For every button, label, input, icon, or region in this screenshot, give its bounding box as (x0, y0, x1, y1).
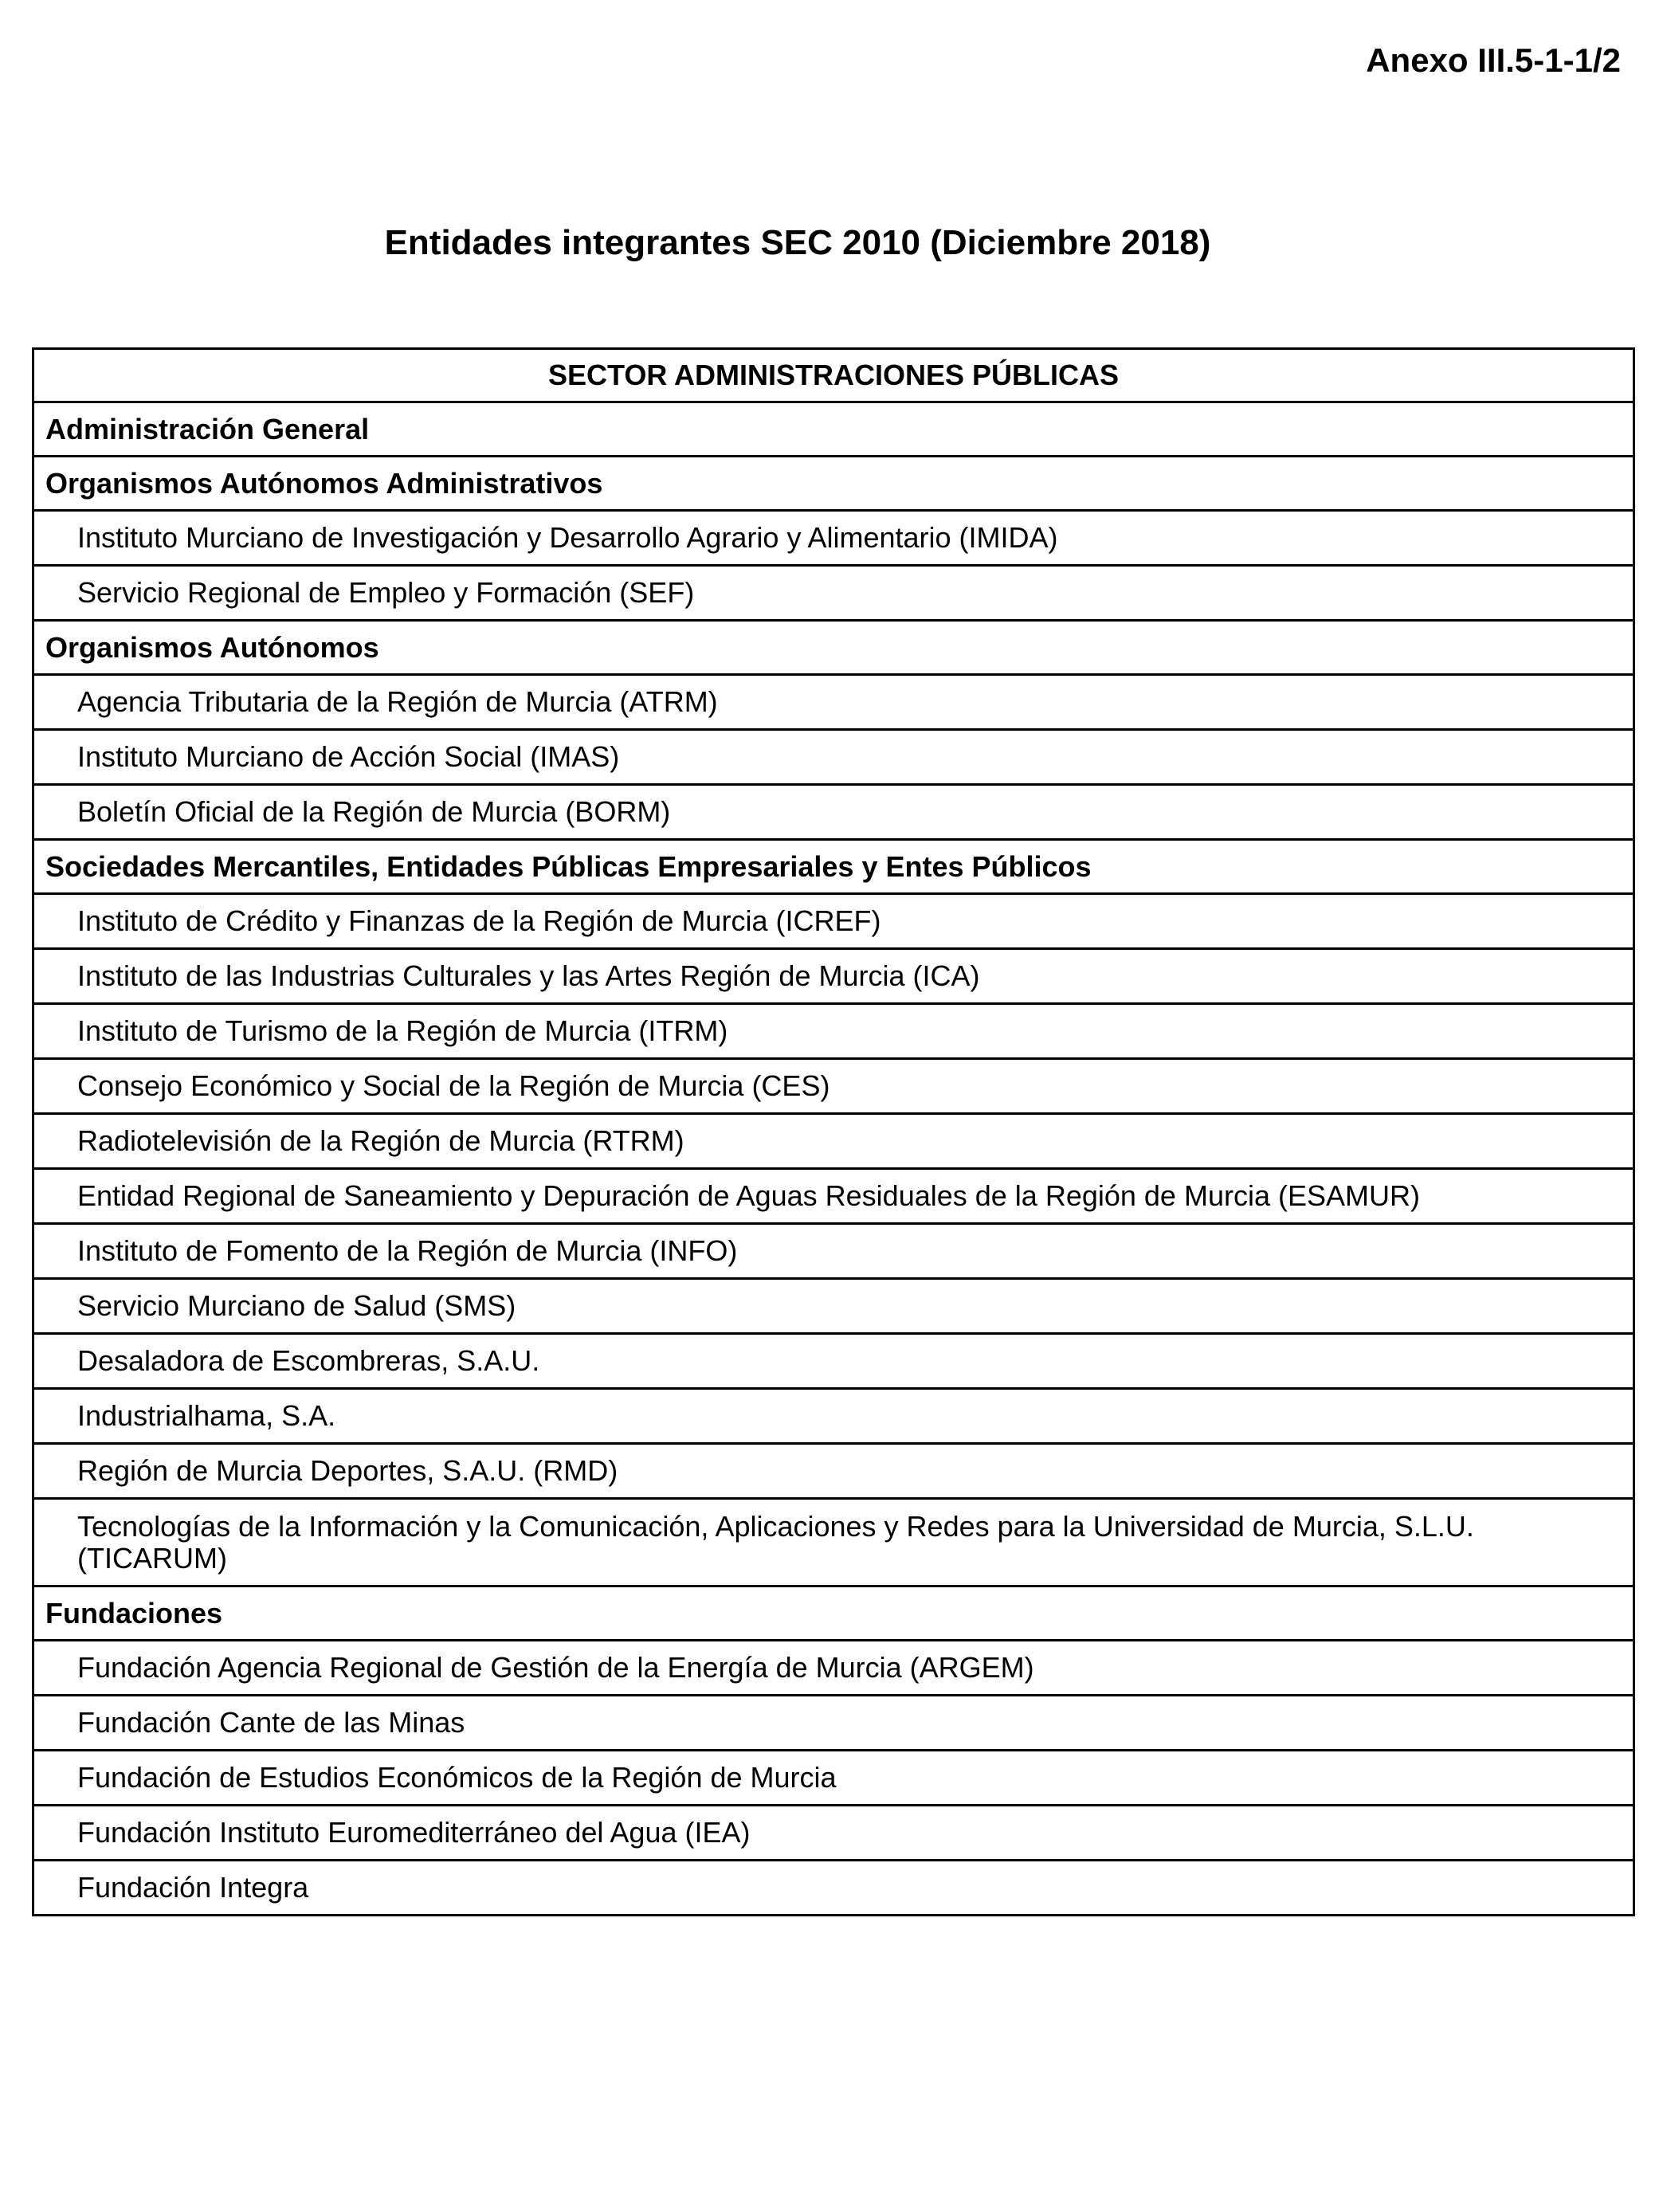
entity-row (33, 1169, 1634, 1224)
group-row-sociedades-mercantiles (33, 840, 1634, 894)
entity-row (33, 1806, 1634, 1861)
entity-name: Fundación Instituto Euromediterráneo del Agua (IEA) (33, 1806, 1634, 1861)
entity-row (33, 1059, 1634, 1114)
entity-name: Consejo Económico y Social de la Región de Murcia (CES) (33, 1059, 1634, 1114)
annex-reference: Anexo III.5-1-1/2 (1366, 41, 1621, 79)
entity-row (33, 1444, 1634, 1499)
entity-row (33, 1389, 1634, 1444)
entity-row (33, 1751, 1634, 1806)
entity-name: Fundación Integra (33, 1861, 1634, 1916)
entity-name: Instituto de las Industrias Culturales y las Artes Región de Murcia (ICA) (33, 949, 1634, 1004)
entity-row (33, 1224, 1634, 1279)
entity-row (33, 949, 1634, 1004)
entity-name-cell (33, 1499, 1634, 1586)
entity-name: Instituto Murciano de Investigación y Desarrollo Agrario y Alimentario (IMIDA) (33, 511, 1634, 566)
entity-name: Radiotelevisión de la Región de Murcia (RTRM) (33, 1114, 1634, 1169)
entity-row (33, 1861, 1634, 1916)
group-row-administracion-general (33, 402, 1634, 457)
entity-row (33, 1114, 1634, 1169)
entity-row (33, 1499, 1634, 1586)
entities-table (32, 347, 1635, 1916)
entity-row (33, 511, 1634, 566)
entity-name: Industrialhama, S.A. (33, 1389, 1634, 1444)
sector-header-row (33, 349, 1634, 402)
entity-name: Agencia Tributaria de la Región de Murcia (ATRM) (33, 675, 1634, 730)
entity-name: Desaladora de Escombreras, S.A.U. (33, 1334, 1634, 1389)
entity-name: Tecnologías de la Información y la Comunicación, Aplicaciones y Redes para la Universidad de Murcia, S.L.U. (TICARUM) (77, 1509, 1474, 1575)
entity-row (33, 675, 1634, 730)
group-label: Administración General (33, 402, 1634, 457)
document-title: Entidades integrantes SEC 2010 (Diciembre 2018) (384, 223, 1211, 262)
group-label: Organismos Autónomos (33, 621, 1634, 675)
entity-name: Instituto de Crédito y Finanzas de la Región de Murcia (ICREF) (33, 894, 1634, 949)
entity-name: Fundación Cante de las Minas (33, 1696, 1634, 1751)
entity-row (33, 1004, 1634, 1059)
group-row-organismos-autonomos (33, 621, 1634, 675)
entity-name: Boletín Oficial de la Región de Murcia (BORM) (33, 785, 1634, 840)
entity-row (33, 1334, 1634, 1389)
entity-name: Servicio Murciano de Salud (SMS) (33, 1279, 1634, 1334)
group-label: Organismos Autónomos Administrativos (33, 457, 1634, 511)
entity-row (33, 785, 1634, 840)
entity-row (33, 1641, 1634, 1696)
entity-name: Servicio Regional de Empleo y Formación (SEF) (33, 566, 1634, 621)
group-row-fundaciones (33, 1586, 1634, 1641)
entity-name: Instituto de Turismo de la Región de Murcia (ITRM) (33, 1004, 1634, 1059)
entity-name: Región de Murcia Deportes, S.A.U. (RMD) (33, 1444, 1634, 1499)
entity-name: Fundación de Estudios Económicos de la Región de Murcia (33, 1751, 1634, 1806)
sector-header-cell: SECTOR ADMINISTRACIONES PÚBLICAS (33, 349, 1634, 402)
entity-row (33, 566, 1634, 621)
entity-name: Entidad Regional de Saneamiento y Depuración de Aguas Residuales de la Región de Murcia (ESAMUR) (33, 1169, 1634, 1224)
entity-row (33, 1279, 1634, 1334)
entity-row (33, 1696, 1634, 1751)
entity-row (33, 730, 1634, 785)
entity-name: Fundación Agencia Regional de Gestión de la Energía de Murcia (ARGEM) (33, 1641, 1634, 1696)
entity-name: Instituto Murciano de Acción Social (IMAS) (33, 730, 1634, 785)
entity-row (33, 894, 1634, 949)
group-row-organismos-autonomos-administrativos (33, 457, 1634, 511)
group-label: Sociedades Mercantiles, Entidades Públicas Empresariales y Entes Públicos (33, 840, 1634, 894)
entity-name: Instituto de Fomento de la Región de Murcia (INFO) (33, 1224, 1634, 1279)
group-label: Fundaciones (33, 1586, 1634, 1641)
